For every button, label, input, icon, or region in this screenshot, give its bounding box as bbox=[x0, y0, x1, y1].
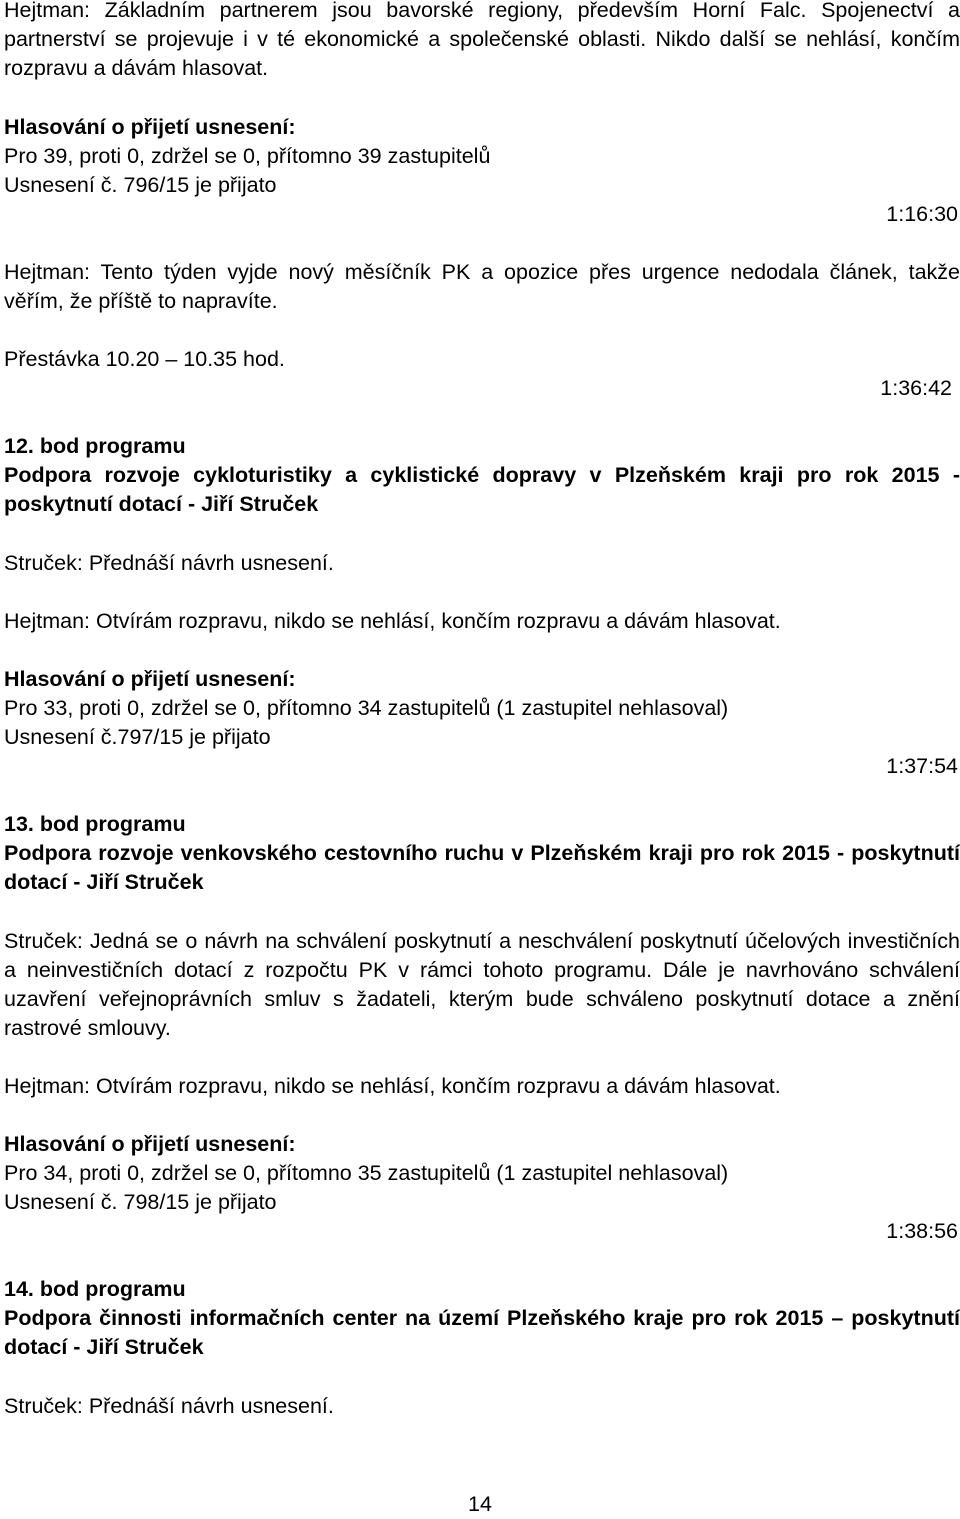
resolution-797: Usnesení č.797/15 je přijato bbox=[4, 725, 271, 749]
chairman-statement-12: Hejtman: Otvírám rozpravu, nikdo se nehlásí, končím rozpravu a dávám hlasovat. bbox=[4, 609, 781, 633]
break-note: Přestávka 10.20 – 10.35 hod. bbox=[4, 347, 285, 371]
timestamp-1-37-54: 1:37:54 bbox=[886, 754, 958, 778]
agenda-item-13-heading bbox=[4, 810, 960, 839]
agenda-item-14-title: Podpora činnosti informačních center na území Plzeňského kraje pro rok 2015 – poskytnutí dotací - Jiří Struček bbox=[4, 1306, 960, 1359]
chairman-statement-13: Hejtman: Otvírám rozpravu, nikdo se nehlásí, končím rozpravu a dávám hlasovat. bbox=[4, 1074, 781, 1098]
agenda-item-number: 14. bbox=[4, 1277, 34, 1301]
chairman-statement-monthly: Hejtman: Tento týden vyjde nový měsíčník PK a opozice přes urgence nedodala článek, takže věřím, že příště to napravíte. bbox=[4, 260, 960, 313]
agenda-item-14-heading bbox=[4, 1275, 960, 1304]
speaker-statement-14: Struček: Přednáší návrh usnesení. bbox=[4, 1394, 334, 1418]
vote-heading-797: Hlasování o přijetí usnesení: bbox=[4, 667, 296, 691]
timestamp-1-38-56: 1:38:56 bbox=[886, 1219, 958, 1243]
timestamp-1-36-42: 1:36:42 bbox=[880, 376, 952, 400]
agenda-item-12-title: Podpora rozvoje cykloturistiky a cyklistické dopravy v Plzeňském kraji pro rok 2015 - poskytnutí dotací - Jiří Struček bbox=[4, 463, 960, 516]
vote-result-797: Pro 33, proti 0, zdržel se 0, přítomno 34 zastupitelů (1 zastupitel nehlasoval) bbox=[4, 696, 729, 720]
agenda-item-label: bod programu bbox=[39, 434, 186, 458]
agenda-item-12-heading bbox=[4, 432, 960, 461]
agenda-item-number: 13. bbox=[4, 812, 34, 836]
vote-result-798: Pro 34, proti 0, zdržel se 0, přítomno 35 zastupitelů (1 zastupitel nehlasoval) bbox=[4, 1161, 729, 1185]
speaker-statement-13: Struček: Jedná se o návrh na schválení poskytnutí a neschválení poskytnutí účelových investičních a neinvestičních dotací z rozpočtu PK v rámci tohoto programu. Dále je navrhováno schválení uzavření veřejnoprávních smluv s žadateli, kterým bude schváleno poskytnutí dotace a znění rastrové smlouvy. bbox=[4, 929, 960, 1040]
chairman-statement-partners: Hejtman: Základním partnerem jsou bavorské regiony, především Horní Falc. Spojenectví a partnerství se projevuje i v té ekonomické a společenské oblasti. Nikdo další se nehlásí, končím rozpravu a dávám hlasovat. bbox=[4, 0, 960, 80]
timestamp-1-16-30: 1:16:30 bbox=[886, 202, 958, 226]
vote-heading-796: Hlasování o přijetí usnesení: bbox=[4, 115, 296, 139]
agenda-item-number: 12. bbox=[4, 434, 34, 458]
agenda-item-label: bod programu bbox=[39, 1277, 186, 1301]
resolution-798: Usnesení č. 798/15 je přijato bbox=[4, 1190, 277, 1214]
resolution-796: Usnesení č. 796/15 je přijato bbox=[4, 173, 277, 197]
vote-heading-798: Hlasování o přijetí usnesení: bbox=[4, 1132, 296, 1156]
page-number: 14 bbox=[468, 1492, 492, 1516]
speaker-statement-12: Struček: Přednáší návrh usnesení. bbox=[4, 551, 334, 575]
agenda-item-13-title: Podpora rozvoje venkovského cestovního ruchu v Plzeňském kraji pro rok 2015 - poskytnutí dotací - Jiří Struček bbox=[4, 841, 960, 894]
vote-result-796: Pro 39, proti 0, zdržel se 0, přítomno 39 zastupitelů bbox=[4, 144, 491, 168]
agenda-item-label: bod programu bbox=[39, 812, 186, 836]
